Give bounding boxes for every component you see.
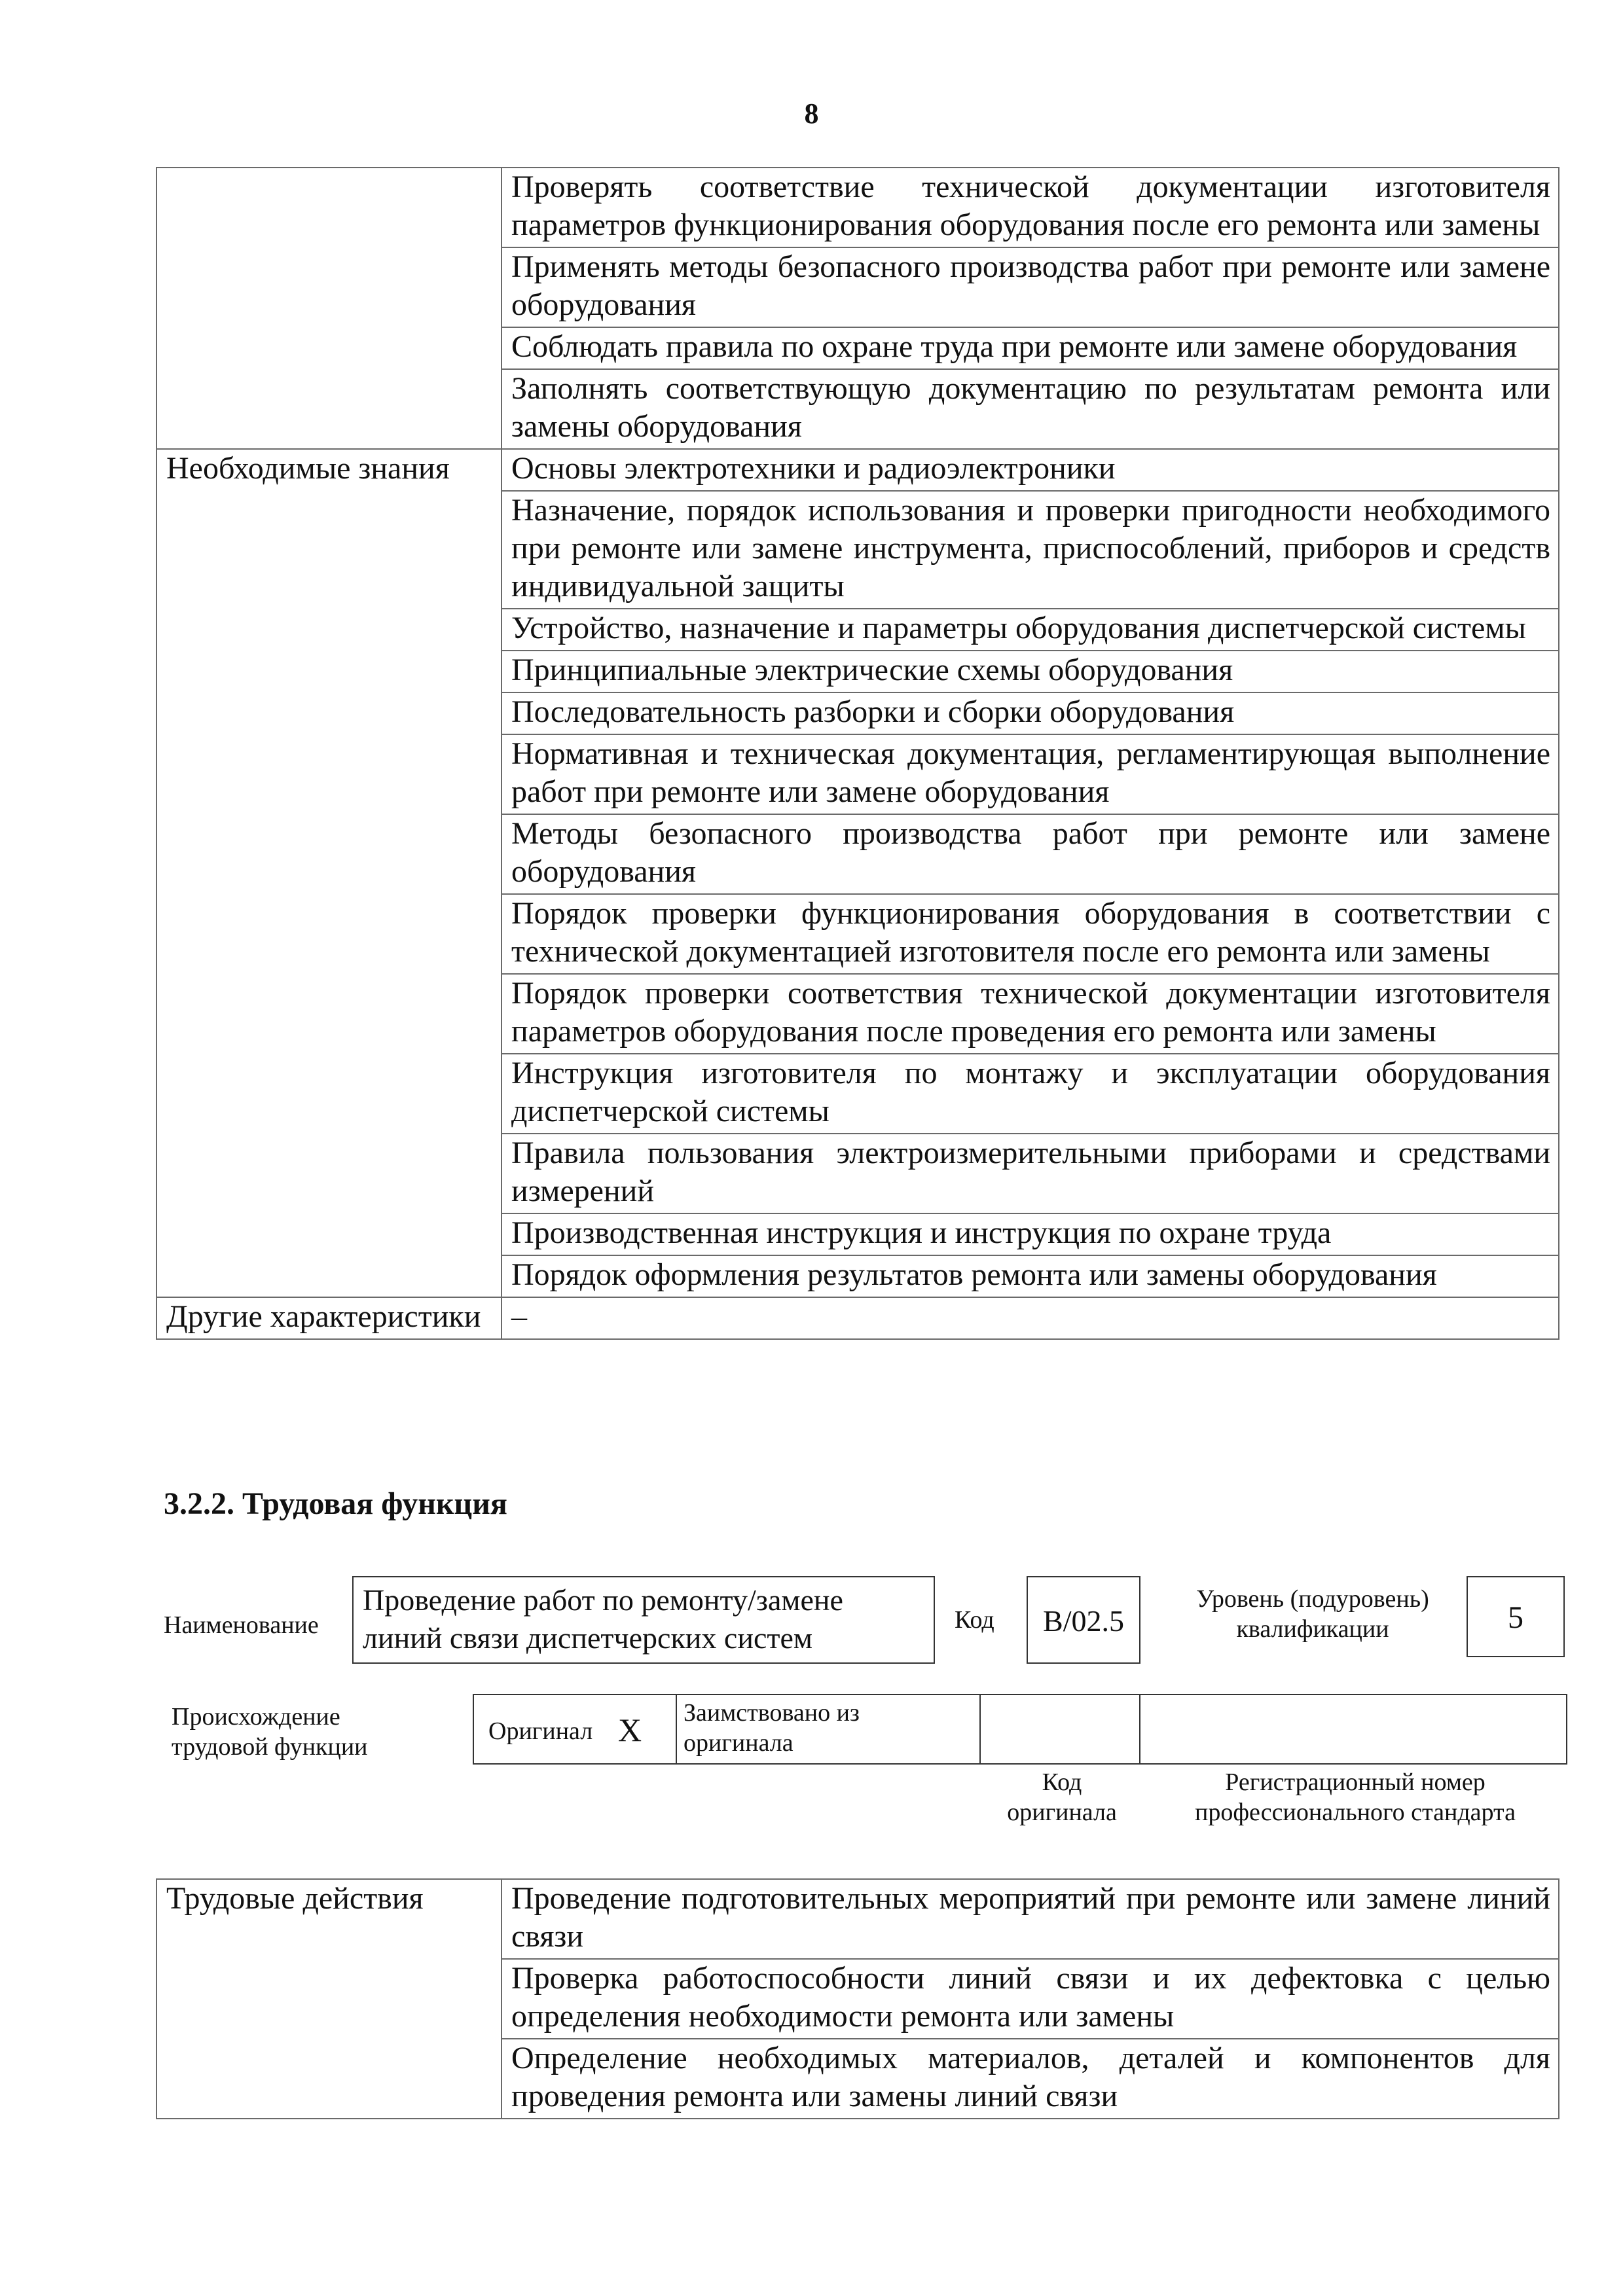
- skill-item: Заполнять соответствующую документацию по результатам ремонта или замены оборудования: [501, 369, 1559, 449]
- knowledge-item: Правила пользования электроизмерительными приборами и средствами измерений: [501, 1134, 1559, 1213]
- other-value: –: [501, 1297, 1559, 1339]
- knowledge-item: Принципиальные электрические схемы оборудования: [501, 651, 1559, 692]
- table-row: [156, 1297, 1559, 1339]
- knowledge-item: Производственная инструкция и инструкция по охране труда: [501, 1213, 1559, 1255]
- knowledge-item: Методы безопасного производства работ при ремонте или замене оборудования: [501, 814, 1559, 894]
- function-code: B/02.5: [1043, 1604, 1124, 1638]
- borrowed-box: [676, 1694, 981, 1765]
- origin-label: Происхождение трудовой функции: [172, 1703, 368, 1761]
- knowledge-item: Порядок проверки соответствия технической документации изготовителя параметров оборудования после проведения его ремонта или замены: [501, 974, 1559, 1054]
- original-label: Оригинал: [488, 1717, 593, 1745]
- original-mark: X: [618, 1712, 642, 1748]
- knowledge-table: [156, 167, 1559, 1340]
- code-label: Код: [955, 1606, 994, 1634]
- level-box: [1467, 1576, 1565, 1657]
- level-label: Уровень (подуровень) квалификации: [1196, 1585, 1429, 1643]
- code-caption: Код оригинала: [1007, 1768, 1117, 1826]
- original-code-box: [979, 1694, 1140, 1765]
- level-value: 5: [1508, 1600, 1523, 1635]
- action-item: Проведение подготовительных мероприятий при ремонте или замене линий связи: [501, 1879, 1559, 1959]
- page-number: 8: [804, 98, 819, 130]
- reg-number-box: [1139, 1694, 1567, 1765]
- skill-item: Применять методы безопасного производства работ при ремонте или замене оборудования: [501, 247, 1559, 327]
- table-row: [156, 168, 1559, 247]
- knowledge-item: Назначение, порядок использования и проверки пригодности необходимого при ремонте или замене инструмента, приспособлений, приборов и средств индивидуальной защиты: [501, 491, 1559, 609]
- knowledge-item: Последовательность разборки и сборки оборудования: [501, 692, 1559, 734]
- knowledge-item: Порядок проверки функционирования оборудования в соответствии с технической документацией изготовителя после его ремонта или замены: [501, 894, 1559, 974]
- skill-item: Соблюдать правила по охране труда при ремонте или замене оборудования: [501, 327, 1559, 369]
- table-row: [156, 1879, 1559, 1959]
- action-item: Определение необходимых материалов, деталей и компонентов для проведения ремонта или замены линий связи: [501, 2039, 1559, 2119]
- function-code-box: [1027, 1576, 1140, 1664]
- action-item: Проверка работоспособности линий связи и их дефектовка с целью определения необходимости ремонта или замены: [501, 1959, 1559, 2039]
- actions-table: [156, 1878, 1559, 2119]
- actions-label: Трудовые действия: [156, 1879, 501, 2119]
- skill-item: Проверять соответствие технической документации изготовителя параметров функционирования оборудования после его ремонта или замены: [501, 168, 1559, 247]
- function-name: Проведение работ по ремонту/замене линий связи диспетчерских систем: [363, 1583, 843, 1655]
- reg-caption: Регистрационный номер профессионального стандарта: [1195, 1768, 1516, 1826]
- section-title: 3.2.2. Трудовая функция: [164, 1486, 507, 1521]
- knowledge-item: Основы электротехники и радиоэлектроники: [501, 449, 1559, 491]
- table-row: [156, 449, 1559, 491]
- knowledge-item: Устройство, назначение и параметры оборудования диспетчерской системы: [501, 609, 1559, 651]
- borrowed-label: Заимствовано из оригинала: [684, 1699, 860, 1757]
- knowledge-label: Необходимые знания: [156, 449, 501, 1297]
- skills-label-cell: [156, 168, 501, 449]
- name-label: Наименование: [164, 1611, 319, 1639]
- knowledge-item: Нормативная и техническая документация, регламентирующая выполнение работ при ремонте или замене оборудования: [501, 734, 1559, 814]
- original-box: [473, 1694, 677, 1765]
- other-label: Другие характеристики: [156, 1297, 501, 1339]
- knowledge-item: Инструкция изготовителя по монтажу и эксплуатации оборудования диспетчерской системы: [501, 1054, 1559, 1134]
- function-name-box: [352, 1576, 935, 1664]
- knowledge-item: Порядок оформления результатов ремонта или замены оборудования: [501, 1255, 1559, 1297]
